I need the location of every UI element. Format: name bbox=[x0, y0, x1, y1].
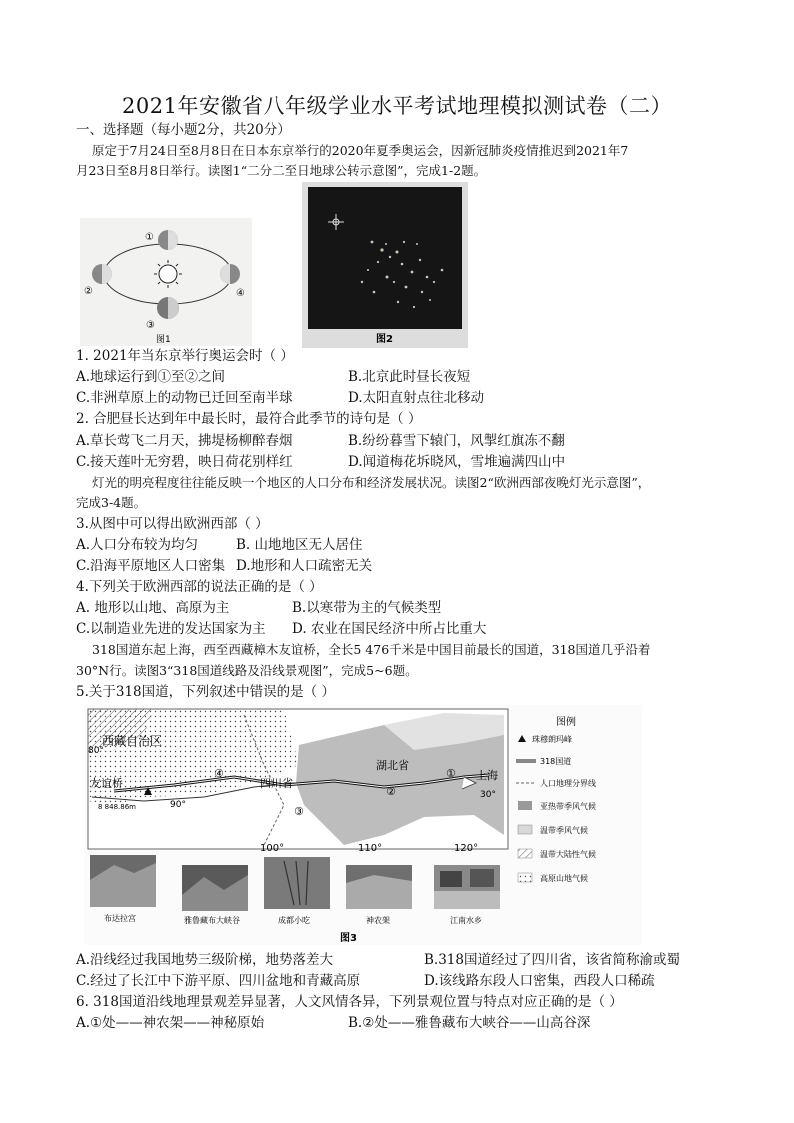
q2-option-b: B.纷纷暮雪下辕门，风掣红旗冻不翻 bbox=[348, 433, 565, 449]
legend-title: 图例 bbox=[556, 717, 576, 728]
photo-caption-shennongjia: 神农架 bbox=[366, 916, 390, 925]
q5-option-b: B.318国道经过了四川省，该省简称渝或蜀 bbox=[424, 952, 680, 968]
q1-stem: 1. 2021年当东京举行奥运会时（ ） bbox=[76, 348, 294, 364]
map-marker-4: ④ bbox=[214, 767, 224, 780]
q4-option-d: D. 农业在国民经济中所占比重大 bbox=[292, 621, 487, 637]
q3-option-a: A.人口分布较为均匀 bbox=[76, 537, 199, 553]
map-label-lat30: 30° bbox=[480, 790, 496, 800]
map-marker-3: ③ bbox=[294, 805, 304, 818]
q3-option-c: C.沿海平原地区人口密集 bbox=[76, 558, 226, 574]
q5-option-c: C.经过了长江中下游平原、四川盆地和青藏高原 bbox=[76, 973, 361, 989]
legend-temperate-continental: 温带大陆性气候 bbox=[540, 850, 596, 859]
q6-option-a: A.①处——神农架——神秘原始 bbox=[76, 1015, 265, 1031]
q1-option-a: A.地球运行到①至②之间 bbox=[76, 369, 226, 385]
figure-3-route-map bbox=[84, 705, 642, 945]
q1-option-b: B.北京此时昼长夜短 bbox=[348, 369, 471, 385]
fig1-label-4: ④ bbox=[236, 288, 245, 299]
map-label-hubei: 湖北省 bbox=[376, 759, 409, 772]
section-heading: 一、选择题（每小题2分，共20分） bbox=[76, 122, 291, 138]
q2-option-c: C.接天莲叶无穷碧，映日荷花别样红 bbox=[76, 454, 293, 470]
q4-stem: 4.下列关于欧洲西部的说法正确的是（ ） bbox=[76, 579, 323, 595]
q5-option-d: D.该线路东段人口密集，西段人口稀疏 bbox=[424, 973, 655, 989]
q2-option-d: D.闻道梅花坼晓风，雪堆遍满四山中 bbox=[348, 454, 566, 470]
q2-option-a: A.草长莺飞二月天，拂堤杨柳醉春烟 bbox=[76, 433, 293, 449]
map-label-lon80: 80° bbox=[88, 746, 104, 756]
legend-plateau: 高原山地气候 bbox=[540, 874, 588, 883]
map-label-tibet: 西藏自治区 bbox=[102, 734, 163, 748]
map-label-sichuan: 四川省 bbox=[260, 777, 293, 790]
fig1-label-2: ② bbox=[84, 286, 93, 297]
q1-option-d: D.太阳直射点往北移动 bbox=[348, 390, 485, 406]
q6-stem: 6. 318国道沿线地理景观差异显著，人文风情各异，下列景观位置与特点对应正确的是（ ） bbox=[76, 994, 623, 1010]
photo-caption-chengdu: 成都小吃 bbox=[278, 916, 310, 925]
legend-everest: 珠穆朗玛峰 bbox=[532, 735, 572, 744]
photo-caption-canyon: 雅鲁藏布大峡谷 bbox=[184, 916, 240, 925]
q3-option-d: D.地形和人口疏密无关 bbox=[236, 558, 373, 574]
map-label-lon100: 100° bbox=[260, 843, 285, 854]
map-label-everest-height: 8 848.86m bbox=[98, 803, 136, 811]
intro3-line: 30°N行。读图3“318国道线路及沿线景观图”，完成5~6题。 bbox=[76, 663, 418, 678]
intro2-line: 灯光的明亮程度往往能反映一个地区的人口分布和经济发展状况。读图2“欧洲西部夜晚灯光示意图”， bbox=[92, 475, 651, 490]
q3-option-b: B. 山地地区无人居住 bbox=[236, 537, 363, 553]
q4-option-c: C.以制造业先进的发达国家为主 bbox=[76, 621, 266, 637]
fig1-caption: 图1 bbox=[156, 335, 171, 345]
fig1-label-3: ③ bbox=[146, 320, 155, 331]
map-label-youyiqiao: 友谊桥 bbox=[90, 777, 123, 790]
figure-1-orbit-diagram bbox=[80, 218, 252, 346]
legend-subtropical: 亚热带季风气候 bbox=[540, 802, 596, 811]
photo-caption-potala: 布达拉宫 bbox=[104, 914, 136, 923]
q1-option-c: C.非洲草原上的动物已迁回至南半球 bbox=[76, 390, 293, 406]
q5-option-a: A.沿线经过我国地势三级阶梯，地势落差大 bbox=[76, 952, 334, 968]
intro3-line: 318国道东起上海，西至西藏樟木友谊桥，全长5 476千米是中国目前最长的国道，318国道几乎沿着 bbox=[92, 642, 651, 657]
intro-paragraph-line: 原定于7月24日至8月8日在日本东京举行的2020年夏季奥运会，因新冠肺炎疫情推迟到2021年7 bbox=[92, 143, 629, 158]
fig3-caption: 图3 bbox=[340, 933, 357, 944]
intro-paragraph-line: 月23日至8月8日举行。读图1“二分二至日地球公转示意图”，完成1-2题。 bbox=[76, 163, 487, 178]
photo-caption-jiangnan: 江南水乡 bbox=[450, 916, 482, 925]
q5-stem-top: 5.关于318国道，下列叙述中错误的是（ ） bbox=[76, 684, 335, 700]
q3-stem: 3.从图中可以得出欧洲西部（ ） bbox=[76, 516, 269, 532]
map-label-lon90: 90° bbox=[170, 800, 186, 810]
q4-option-b: B.以寒带为主的气候类型 bbox=[292, 600, 442, 616]
q4-option-a: A. 地形以山地、高原为主 bbox=[76, 600, 230, 616]
q6-option-b: B.②处——雅鲁藏布大峡谷——山高谷深 bbox=[348, 1015, 591, 1031]
map-label-lon110: 110° bbox=[358, 843, 383, 854]
legend-temperate-monsoon: 温带季风气候 bbox=[540, 826, 588, 835]
intro2-line: 完成3-4题。 bbox=[76, 495, 147, 510]
map-label-shanghai: 上海 bbox=[476, 769, 498, 782]
q2-stem: 2. 合肥昼长达到年中最长时，最符合此季节的诗句是（ ） bbox=[76, 411, 422, 427]
map-marker-2: ② bbox=[386, 785, 396, 798]
map-marker-1: ① bbox=[446, 767, 456, 780]
figure-2-night-lights bbox=[302, 182, 468, 348]
fig2-caption: 图2 bbox=[376, 334, 393, 345]
page-title: 2021年安徽省八年级学业水平考试地理模拟测试卷（二） bbox=[122, 94, 672, 118]
sun-icon bbox=[154, 260, 182, 288]
legend-boundary: 人口地理分界线 bbox=[540, 779, 596, 788]
fig1-label-1: ① bbox=[145, 232, 154, 243]
legend-route: 318国道 bbox=[540, 757, 572, 766]
map-label-lon120: 120° bbox=[454, 843, 479, 854]
